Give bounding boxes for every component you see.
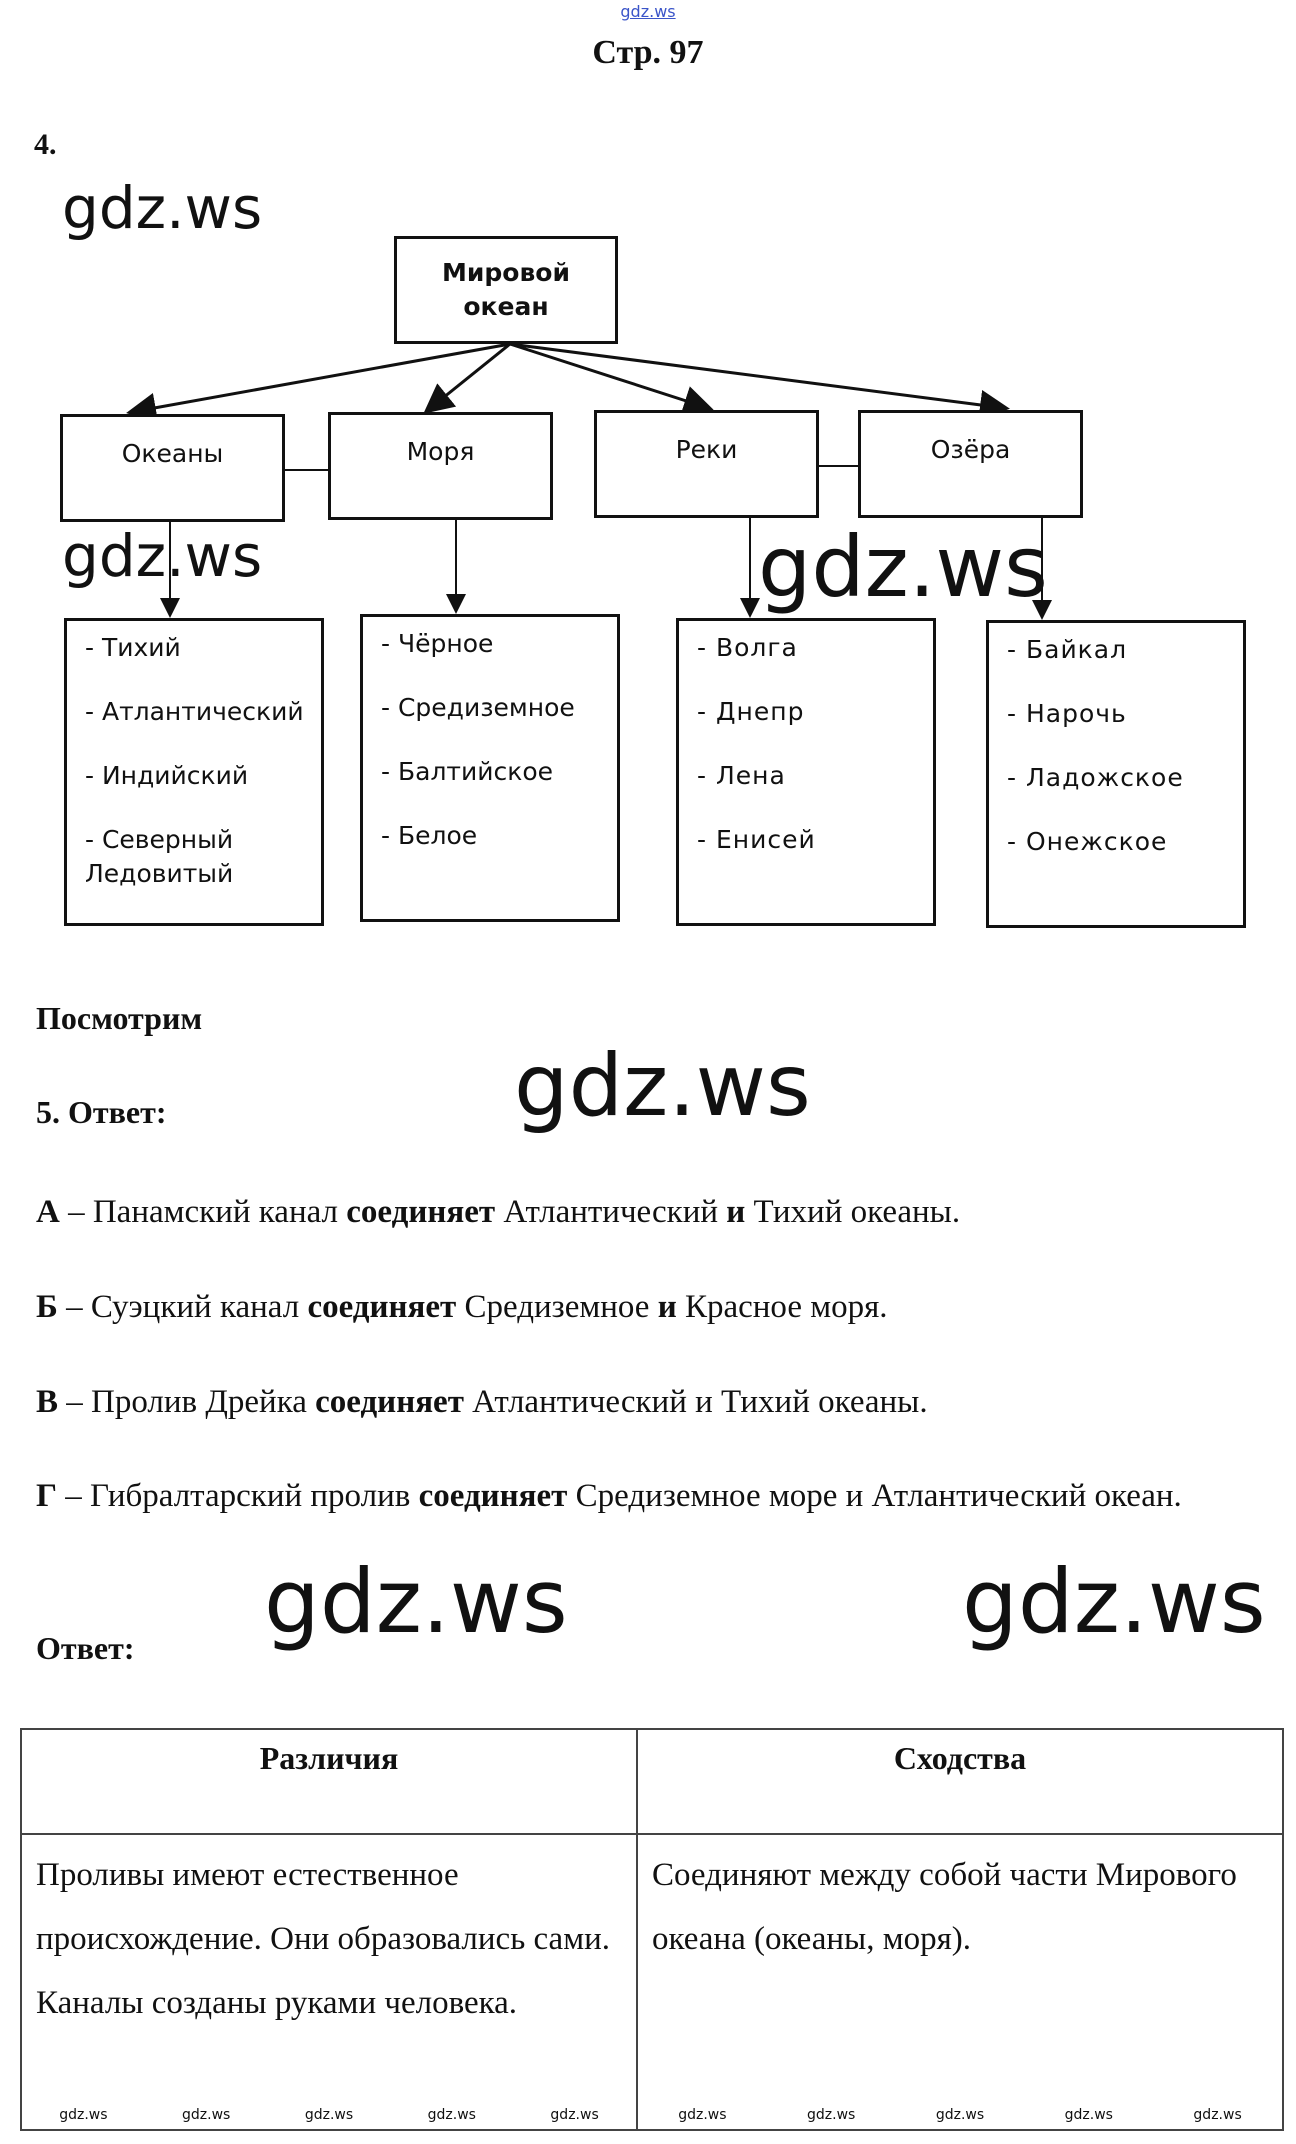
list-item: - Волга (697, 633, 798, 662)
similarities-text: Соединяют между собой части Мирового океана (океаны, моря). (652, 1857, 1237, 1957)
table-cell-similarities (637, 1834, 1283, 2130)
root-label-line1: Мировой (442, 258, 570, 287)
root-box-world-ocean (394, 236, 618, 344)
small-watermark: gdz.ws (427, 2107, 476, 2123)
table-header-similarities: Сходства (637, 1729, 1283, 1834)
category-label: Океаны (121, 439, 224, 468)
list-item: - Байкал (1007, 635, 1128, 664)
answer-object-2: Тихий океаны. (745, 1194, 961, 1230)
answer-line-a (36, 1180, 1236, 1244)
list-item: - Атлантический (85, 697, 304, 726)
dash: – (57, 1289, 91, 1325)
small-watermark: gdz.ws (807, 2107, 856, 2123)
page-number: Стр. 97 (592, 34, 704, 71)
differences-text: Проливы имеют естественное происхождение. Они образовались сами. Каналы созданы руками человека. (36, 1857, 610, 2021)
list-box-seas (360, 614, 620, 922)
answer-object-2: Красное моря. (676, 1289, 888, 1325)
answer-subject: Панамский канал (92, 1194, 347, 1230)
answer-and: и (657, 1289, 677, 1325)
answer-verb: соединяет (307, 1289, 457, 1325)
answer-verb: соединяет (315, 1384, 464, 1420)
answer-line-g (36, 1464, 1236, 1528)
table-cell-differences (21, 1834, 637, 2130)
arrow-to-oceans (132, 344, 510, 412)
answer-verb: соединяет (418, 1478, 568, 1514)
list-item: - Енисей (697, 825, 816, 854)
list-item: - Ладожское (1007, 763, 1184, 792)
answer-line-b (36, 1275, 1236, 1339)
task-5-heading: 5. Ответ: (36, 1094, 167, 1130)
dash: – (58, 1384, 92, 1420)
answer-letter: А (36, 1194, 60, 1230)
answer-object: Атлантический и Тихий океаны. (463, 1384, 928, 1420)
category-box-seas (328, 412, 553, 520)
list-item: - Средиземное (381, 693, 575, 722)
small-watermark: gdz.ws (1064, 2107, 1113, 2123)
dash: – (59, 1194, 93, 1230)
watermark: gdz.ws (62, 522, 263, 590)
category-label: Озёра (930, 435, 1011, 464)
table-header-differences: Различия (21, 1729, 637, 1834)
list-item: - Днепр (697, 697, 805, 726)
list-item: - Балтийское (381, 757, 553, 786)
arrow-to-seas (428, 344, 510, 410)
arrow-to-lakes (510, 344, 1004, 408)
answer-subject: Пролив Дрейка (91, 1384, 316, 1420)
answer-letter: В (36, 1384, 59, 1420)
small-watermark: gdz.ws (304, 2107, 354, 2123)
small-watermark: gdz.ws (935, 2107, 985, 2123)
answer-subject: Суэцкий канал (90, 1289, 308, 1325)
small-watermarks-left (22, 2107, 636, 2123)
answer-verb: соединяет (346, 1194, 496, 1230)
list-item: - Тихий (85, 633, 181, 662)
answer-object-1: Атлантический (495, 1194, 727, 1230)
small-watermark: gdz.ws (678, 2107, 727, 2123)
arrow-to-rivers (510, 344, 708, 408)
list-item: - Чёрное (381, 629, 494, 658)
list-item: - Нарочь (1007, 699, 1127, 728)
list-item: - Северный Ледовитый (85, 825, 234, 888)
watermark: gdz.ws (758, 518, 1048, 616)
task-4-number: 4. (34, 128, 57, 161)
comparison-table (20, 1728, 1284, 2131)
answer-line-v (36, 1370, 1236, 1434)
watch-heading[interactable]: Посмотрим (36, 1000, 203, 1036)
category-box-oceans (60, 414, 285, 522)
answer-subject: Гибралтарский пролив (90, 1478, 419, 1514)
answer-object: Средиземное море и Атлантический океан. (567, 1478, 1182, 1514)
answer-letter: Г (36, 1478, 57, 1514)
list-item: - Лена (697, 761, 786, 790)
watermark: gdz.ws (962, 1550, 1266, 1653)
small-watermark: gdz.ws (182, 2107, 231, 2123)
list-box-oceans (64, 618, 324, 926)
watermark: gdz.ws (264, 1550, 568, 1653)
category-label: Моря (406, 437, 475, 466)
site-mark[interactable]: gdz.ws (620, 2, 676, 21)
small-watermarks-right (638, 2107, 1282, 2123)
list-box-rivers (676, 618, 936, 926)
watermark: gdz.ws (62, 174, 263, 242)
small-watermark: gdz.ws (59, 2107, 108, 2123)
list-item: - Онежское (1007, 827, 1168, 856)
category-box-rivers (594, 410, 819, 518)
root-label-line2: океан (463, 292, 549, 321)
category-box-lakes (858, 410, 1083, 518)
answer-and: и (726, 1194, 746, 1230)
small-watermark: gdz.ws (1193, 2107, 1242, 2123)
answer-letter: Б (36, 1289, 58, 1325)
list-box-lakes (986, 620, 1246, 928)
answer-heading: Ответ: (36, 1630, 135, 1666)
small-watermark: gdz.ws (550, 2107, 599, 2123)
watermark: gdz.ws (514, 1036, 811, 1136)
list-item: - Индийский (85, 761, 249, 790)
category-label: Реки (675, 435, 738, 464)
list-item: - Белое (381, 821, 478, 850)
dash: – (57, 1478, 90, 1514)
answer-object-1: Средиземное (456, 1289, 658, 1325)
